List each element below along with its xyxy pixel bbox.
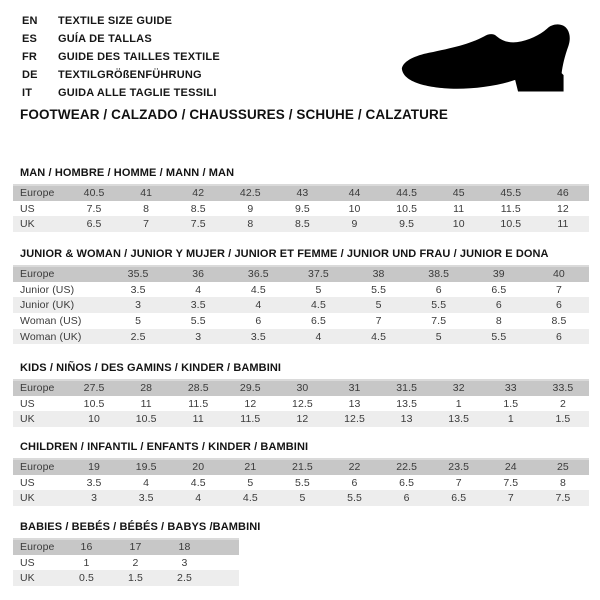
size-cell: 12 xyxy=(296,413,309,426)
size-cell: 10.5 xyxy=(135,413,157,426)
size-cell: 8 xyxy=(559,476,566,489)
size-cell: 6 xyxy=(495,299,502,312)
size-cell: 5 xyxy=(299,492,306,505)
language-label: TEXTILE SIZE GUIDE xyxy=(58,15,173,27)
size-cell: 6.5 xyxy=(399,476,415,489)
size-table xyxy=(13,379,589,427)
row-label: UK xyxy=(20,572,35,585)
size-cell: 29.5 xyxy=(239,382,261,395)
size-cell: 6.5 xyxy=(310,314,326,327)
row-label: UK xyxy=(20,492,35,505)
size-cell: 3 xyxy=(135,299,142,312)
table-row xyxy=(13,266,589,282)
size-table xyxy=(13,184,589,232)
row-label: US xyxy=(20,476,35,489)
size-cell: 11 xyxy=(453,202,465,215)
language-label: TEXTILGRÖßENFÜHRUNG xyxy=(58,69,202,81)
table-row xyxy=(13,555,239,571)
size-cell: 6 xyxy=(555,299,562,312)
size-cell: 39 xyxy=(492,268,505,281)
size-cell: 6 xyxy=(403,492,410,505)
size-cell: 5.5 xyxy=(190,314,206,327)
size-cell: 24 xyxy=(504,461,517,474)
size-cell: 18 xyxy=(178,541,191,554)
row-label: Woman (US) xyxy=(20,314,82,327)
size-cell: 11.5 xyxy=(240,413,261,426)
row-label: Europe xyxy=(20,382,55,395)
size-cell: 12.5 xyxy=(344,413,365,426)
table-title: CHILDREN / INFANTIL / ENFANTS / KINDER / BAMBINI xyxy=(20,441,309,453)
size-cell: 8 xyxy=(247,218,254,231)
size-cell: 3.5 xyxy=(86,476,102,489)
size-table-section xyxy=(13,521,260,586)
size-cell: 17 xyxy=(129,541,142,554)
size-cell: 4.5 xyxy=(371,330,387,343)
size-cell: 11.5 xyxy=(500,202,521,215)
size-cell: 4.5 xyxy=(310,299,326,312)
size-cell: 4.5 xyxy=(250,283,266,296)
size-cell: 11.5 xyxy=(188,397,209,410)
size-cell: 13 xyxy=(348,397,361,410)
size-cell: 11 xyxy=(140,397,152,410)
row-label: Junior (US) xyxy=(20,283,75,296)
category-title: FOOTWEAR / CALZADO / CHAUSSURES / SCHUHE / CALZATURE xyxy=(20,107,448,122)
size-cell: 6.5 xyxy=(451,492,467,505)
size-cell: 21 xyxy=(244,461,257,474)
spacer-cell xyxy=(209,539,239,555)
size-cell: 4.5 xyxy=(190,476,206,489)
size-cell: 8.5 xyxy=(294,218,310,231)
table-row xyxy=(13,396,589,412)
size-cell: 5 xyxy=(315,283,322,296)
row-label: UK xyxy=(20,413,35,426)
size-cell: 16 xyxy=(80,541,93,554)
table-title: BABIES / BEBÉS / BÉBÉS / BABYS /BAMBINI xyxy=(20,521,261,533)
size-cell: 44 xyxy=(348,187,361,200)
size-cell: 6 xyxy=(555,330,562,343)
size-table xyxy=(13,265,589,344)
language-label: GUÍA DE TALLAS xyxy=(58,33,152,45)
size-cell: 7.5 xyxy=(503,476,519,489)
size-cell: 25 xyxy=(556,461,569,474)
size-cell: 4 xyxy=(195,283,202,296)
size-cell: 11 xyxy=(192,413,204,426)
size-cell: 21.5 xyxy=(292,461,313,474)
table-row xyxy=(13,201,589,217)
language-code: IT xyxy=(22,87,33,99)
size-cell: 5 xyxy=(375,299,382,312)
size-cell: 32 xyxy=(452,382,465,395)
table-row xyxy=(13,297,589,313)
table-row xyxy=(13,539,239,555)
size-cell: 4 xyxy=(195,492,202,505)
row-label: Woman (UK) xyxy=(20,330,82,343)
size-cell: 38 xyxy=(372,268,385,281)
size-cell: 5.5 xyxy=(347,492,362,505)
size-cell: 6.5 xyxy=(86,218,102,231)
size-cell: 8 xyxy=(143,202,150,215)
size-cell: 35.5 xyxy=(127,268,149,281)
table-row xyxy=(13,459,589,475)
row-label: US xyxy=(20,202,35,215)
table-row xyxy=(13,490,589,506)
size-table-section xyxy=(13,362,589,427)
row-label: Europe xyxy=(20,187,55,200)
size-cell: 2.5 xyxy=(177,572,192,585)
size-cell: 13 xyxy=(400,413,413,426)
size-table-section xyxy=(13,248,589,344)
size-cell: 8.5 xyxy=(551,314,567,327)
size-cell: 3.5 xyxy=(130,283,146,296)
table-title: KIDS / NIÑOS / DES GAMINS / KINDER / BAMBINI xyxy=(20,362,282,374)
size-cell: 5.5 xyxy=(294,476,310,489)
size-cell: 9 xyxy=(247,202,254,215)
size-cell: 22.5 xyxy=(396,461,418,474)
size-cell: 36 xyxy=(192,268,205,281)
size-cell: 6 xyxy=(351,476,358,489)
row-label: Junior (UK) xyxy=(20,299,75,312)
size-cell: 41 xyxy=(140,187,153,200)
size-cell: 6 xyxy=(435,283,442,296)
size-cell: 7.5 xyxy=(86,202,102,215)
size-cell: 7.5 xyxy=(431,314,447,327)
size-cell: 33 xyxy=(504,382,517,395)
size-cell: 46 xyxy=(556,187,569,200)
size-table-section xyxy=(13,441,589,506)
row-label: US xyxy=(20,556,35,569)
language-code: DE xyxy=(22,69,38,81)
size-cell: 1.5 xyxy=(128,572,143,585)
size-cell: 7 xyxy=(555,283,562,296)
size-cell: 3.5 xyxy=(138,492,154,505)
size-cell: 7 xyxy=(507,492,514,505)
size-cell: 45.5 xyxy=(500,187,522,200)
size-cell: 3.5 xyxy=(250,330,266,343)
row-label: UK xyxy=(20,218,35,231)
size-cell: 7 xyxy=(375,314,382,327)
size-cell: 13.5 xyxy=(448,413,470,426)
size-cell: 9 xyxy=(351,218,358,231)
size-cell: 3.5 xyxy=(190,299,206,312)
size-cell: 12 xyxy=(244,397,257,410)
size-cell: 5 xyxy=(135,314,142,327)
table-row xyxy=(13,185,589,201)
row-label: Europe xyxy=(20,461,55,474)
size-table-section xyxy=(13,167,589,232)
language-label: GUIDA ALLE TAGLIE TESSILI xyxy=(58,87,217,99)
size-cell: 28 xyxy=(140,382,153,395)
language-code: FR xyxy=(22,51,38,63)
spacer-cell xyxy=(209,570,239,586)
size-cell: 1.5 xyxy=(555,413,571,426)
size-cell: 40.5 xyxy=(83,187,105,200)
size-cell: 10.5 xyxy=(500,218,522,231)
size-cell: 6.5 xyxy=(491,283,507,296)
language-label: GUIDE DES TAILLES TEXTILE xyxy=(58,51,220,63)
size-cell: 6 xyxy=(255,314,262,327)
size-cell: 3 xyxy=(195,330,202,343)
size-cell: 42 xyxy=(192,187,205,200)
spacer-cell xyxy=(209,555,239,571)
size-cell: 4 xyxy=(143,476,150,489)
size-cell: 5.5 xyxy=(431,299,447,312)
language-code: ES xyxy=(22,33,38,45)
size-cell: 42.5 xyxy=(239,187,261,200)
size-cell: 4 xyxy=(315,330,322,343)
size-cell: 7 xyxy=(143,218,150,231)
size-cell: 2 xyxy=(132,556,139,569)
size-cell: 10 xyxy=(348,202,361,215)
size-cell: 10.5 xyxy=(83,397,105,410)
size-cell: 12.5 xyxy=(292,397,313,410)
size-cell: 3 xyxy=(181,556,188,569)
table-row xyxy=(13,570,239,586)
size-cell: 1.5 xyxy=(503,397,519,410)
row-label: US xyxy=(20,397,35,410)
size-cell: 37.5 xyxy=(308,268,329,281)
size-cell: 11 xyxy=(557,218,569,231)
size-table xyxy=(13,458,589,506)
size-cell: 19.5 xyxy=(135,461,157,474)
size-cell: 7 xyxy=(455,476,462,489)
size-cell: 5.5 xyxy=(371,283,387,296)
size-cell: 28.5 xyxy=(187,382,209,395)
size-cell: 7.5 xyxy=(190,218,206,231)
row-label: Europe xyxy=(20,268,55,281)
table-row xyxy=(13,380,589,396)
table-title: JUNIOR & WOMAN / JUNIOR Y MUJER / JUNIOR ET FEMME / JUNIOR UND FRAU / JUNIOR E DONA xyxy=(20,248,549,260)
size-cell: 8.5 xyxy=(190,202,206,215)
size-cell: 4.5 xyxy=(242,492,258,505)
size-cell: 38.5 xyxy=(428,268,450,281)
language-code: EN xyxy=(22,15,38,27)
size-cell: 33.5 xyxy=(552,382,574,395)
size-cell: 23.5 xyxy=(448,461,470,474)
size-cell: 43 xyxy=(296,187,309,200)
size-cell: 13.5 xyxy=(396,397,418,410)
size-cell: 9.5 xyxy=(399,218,415,231)
size-cell: 27.5 xyxy=(83,382,105,395)
size-cell: 31 xyxy=(348,382,361,395)
table-row xyxy=(13,216,589,232)
row-label: Europe xyxy=(20,541,55,554)
size-cell: 2.5 xyxy=(130,330,146,343)
size-cell: 10 xyxy=(452,218,465,231)
size-cell: 22 xyxy=(348,461,361,474)
table-row xyxy=(13,313,589,329)
size-cell: 1 xyxy=(455,397,462,410)
size-cell: 20 xyxy=(192,461,205,474)
size-cell: 1 xyxy=(507,413,514,426)
size-cell: 2 xyxy=(559,397,566,410)
size-cell: 5.5 xyxy=(491,330,507,343)
size-cell: 1 xyxy=(83,556,90,569)
size-cell: 30 xyxy=(296,382,309,395)
size-cell: 12 xyxy=(556,202,569,215)
size-cell: 31.5 xyxy=(396,382,418,395)
table-row xyxy=(13,329,589,345)
size-cell: 10.5 xyxy=(396,202,418,215)
size-cell: 9.5 xyxy=(294,202,310,215)
size-cell: 10 xyxy=(88,413,100,426)
table-row xyxy=(13,411,589,427)
size-cell: 5 xyxy=(247,476,254,489)
table-row xyxy=(13,282,589,298)
size-cell: 7.5 xyxy=(555,492,571,505)
size-cell: 36.5 xyxy=(247,268,269,281)
table-row xyxy=(13,475,589,491)
size-cell: 19 xyxy=(88,461,100,474)
table-title: MAN / HOMBRE / HOMME / MANN / MAN xyxy=(20,167,235,179)
size-cell: 40 xyxy=(552,268,565,281)
size-table xyxy=(13,538,239,586)
size-cell: 4 xyxy=(255,299,262,312)
size-cell: 44.5 xyxy=(396,187,418,200)
size-cell: 0.5 xyxy=(79,572,94,585)
size-cell: 8 xyxy=(495,314,502,327)
size-cell: 3 xyxy=(91,492,98,505)
size-cell: 45 xyxy=(452,187,465,200)
size-cell: 5 xyxy=(435,330,442,343)
